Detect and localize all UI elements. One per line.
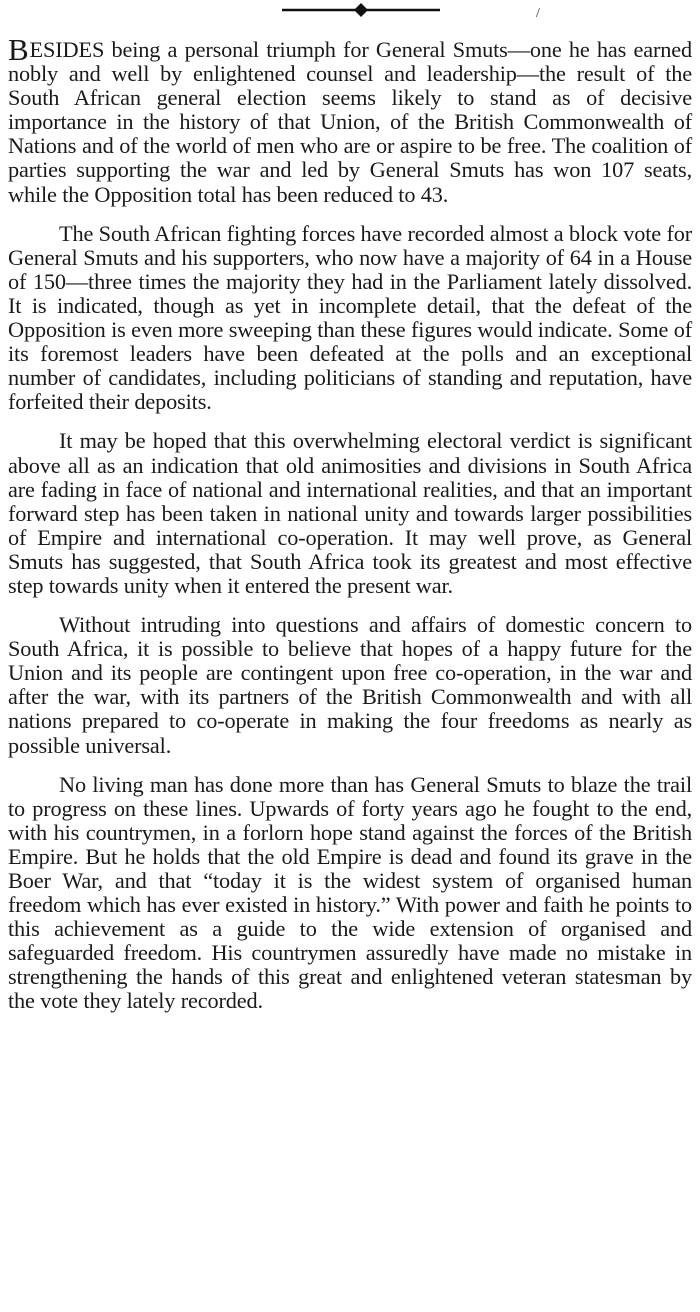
paragraph-4: Without intruding into questions and affairs of domestic concern to South Africa, it is possible to believe that hopes of a happy future for the Union and its people are contingent upon free co-operation, in the war and after the war, with its partners of the British Commonwealth and with all nations prepared to co-operate in making the four freedoms as nearly as possible universal. [8, 612, 692, 758]
paragraph-2: The South African fighting forces have recorded almost a block vote for General Smuts and his supporters, who now have a majority of 64 in a House of 150—three times the majority they had in the Parliament lately dissolved. It is indicated, though as yet in incomplete detail, that the defeat of the Opposition is even more sweeping than these figures would indicate. Some of its foremost leaders have been defeated at the polls and an exceptional number of candidates, including politicians of standing and reputation, have forfeited their deposits. [8, 220, 692, 415]
dropcap-letter: B [8, 32, 29, 67]
editorial-article [8, 32, 692, 1029]
paragraph-1 [8, 32, 692, 207]
paragraph-5: No living man has done more than has General Smuts to blaze the trail to progress on these lines. Upwards of forty years ago he fought to the end, with his countrymen, in a forlorn hope stand against the forces of the British Empire. But he holds that the old Empire is dead and found its grave in the Boer War, and that “today it is the widest system of organised human freedom which has ever existed in history.” With power and faith he points to this achievement as a guide to the wide extension of organised and safeguarded freedom. His countrymen assuredly have made no mistake in strengthening the hands of this great and enlightened veteran statesman by the vote they lately recorded. [8, 771, 692, 1014]
page-mark: / [536, 6, 540, 21]
divider-ornament [282, 2, 440, 18]
paragraph-1-text: ESIDES being a personal triumph for General Smuts—one he has earned nobly and well by enlightened counsel and leadership—the result of the South African general election seems likely to stand as of decisive importance in the history of that Union, of the British Commonwealth of Nations and of the world of men who are or aspire to be free. The coalition of parties supporting the war and led by General Smuts has won 107 seats, while the Opposition total has been reduced to 43. [8, 37, 692, 207]
paragraph-3: It may be hoped that this overwhelming electoral verdict is significant above all as an indication that old animosities and divisions in South Africa are fading in face of national and international realities, and that an important forward step has been taken in national unity and towards larger possibilities of Empire and international co-operation. It may well prove, as General Smuts has suggested, that South Africa took its greatest and most effective step towards unity when it entered the present war. [8, 428, 692, 598]
